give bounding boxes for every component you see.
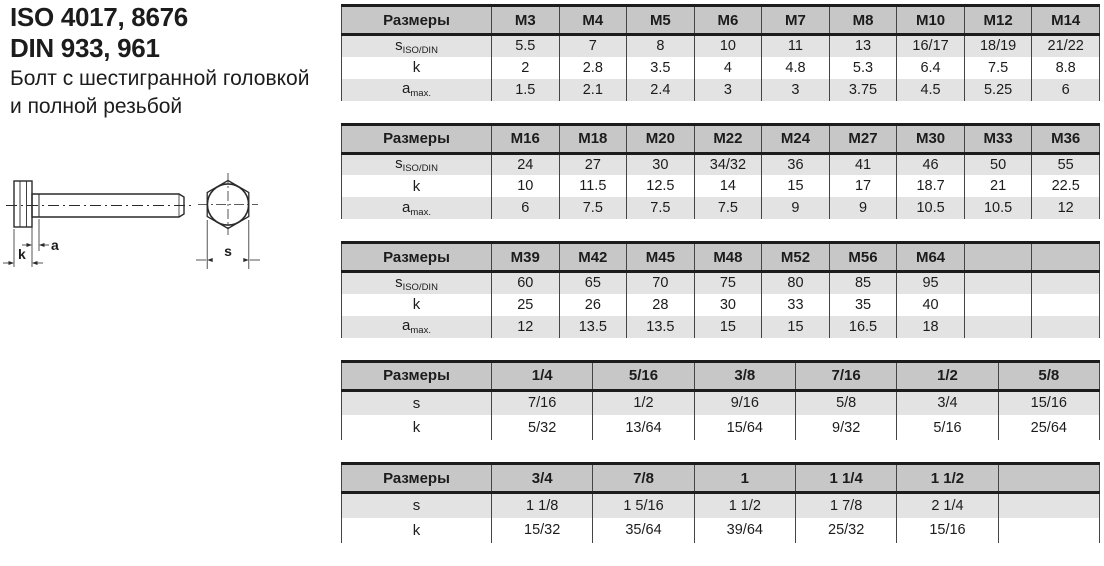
row-label-subscript: max.	[410, 325, 431, 336]
row-label	[342, 518, 492, 543]
cell: 2.1	[559, 79, 627, 101]
cell: 1 7/8	[795, 493, 896, 518]
column-header: 1 1/2	[897, 464, 998, 493]
cell: 30	[694, 294, 762, 316]
column-header: M56	[829, 243, 897, 272]
column-header: M30	[897, 124, 965, 153]
column-header	[1032, 243, 1100, 272]
cell: 21/22	[1032, 35, 1100, 57]
cell: 75	[694, 272, 762, 294]
row-label	[342, 197, 492, 219]
cell: 40	[897, 294, 965, 316]
table-row	[342, 272, 1100, 294]
cell: 18/19	[964, 35, 1032, 57]
cell: 25/32	[795, 518, 896, 543]
cell: 10	[492, 175, 560, 197]
column-header: M3	[492, 6, 560, 35]
cell: 15	[762, 175, 830, 197]
cell: 16/17	[897, 35, 965, 57]
standard-din: DIN 933, 961	[10, 33, 160, 63]
table-row	[342, 35, 1100, 57]
cell: 21	[964, 175, 1032, 197]
cell: 6	[492, 197, 560, 219]
column-header: M12	[964, 6, 1032, 35]
cell: 6.4	[897, 57, 965, 79]
table-row	[342, 197, 1100, 219]
cell: 2	[492, 57, 560, 79]
table-corner-label: Размеры	[342, 243, 492, 272]
column-header: 7/16	[795, 361, 896, 390]
column-header: M4	[559, 6, 627, 35]
cell: 15/16	[897, 518, 998, 543]
cell: 15/16	[998, 390, 1099, 415]
cell	[1032, 294, 1100, 316]
column-header: M48	[694, 243, 762, 272]
cell: 7.5	[559, 197, 627, 219]
column-header: M45	[627, 243, 695, 272]
column-header: M14	[1032, 6, 1100, 35]
column-header	[964, 243, 1032, 272]
cell: 70	[627, 272, 695, 294]
column-header: M8	[829, 6, 897, 35]
cell: 7.5	[694, 197, 762, 219]
cell: 10.5	[964, 197, 1032, 219]
table-row	[342, 316, 1100, 338]
cell: 36	[762, 153, 830, 175]
row-label-symbol: k	[412, 521, 421, 539]
cell: 5/16	[897, 415, 998, 440]
cell: 1.5	[492, 79, 560, 101]
cell: 14	[694, 175, 762, 197]
cell: 10.5	[897, 197, 965, 219]
tables-column	[341, 4, 1100, 543]
cell: 1 1/2	[694, 493, 795, 518]
cell: 35	[829, 294, 897, 316]
table-row	[342, 390, 1100, 415]
table-row	[342, 493, 1100, 518]
cell: 3	[762, 79, 830, 101]
cell: 35/64	[593, 518, 694, 543]
bolt-side-view	[6, 181, 192, 227]
cell: 7/16	[492, 390, 593, 415]
cell: 5.3	[829, 57, 897, 79]
cell: 12	[1032, 197, 1100, 219]
cell	[1032, 316, 1100, 338]
dimension-lines-side	[3, 219, 49, 267]
cell: 8.8	[1032, 57, 1100, 79]
cell: 10	[694, 35, 762, 57]
cell: 30	[627, 153, 695, 175]
column-header: M27	[829, 124, 897, 153]
size-table-1	[341, 4, 1100, 101]
column-header: 1/2	[897, 361, 998, 390]
cell: 41	[829, 153, 897, 175]
row-label-symbol: k	[412, 419, 421, 436]
cell: 5/32	[492, 415, 593, 440]
table-row	[342, 153, 1100, 175]
row-label-symbol: a	[402, 317, 411, 334]
row-label-subscript: max.	[410, 88, 431, 99]
column-header: M18	[559, 124, 627, 153]
cell: 80	[762, 272, 830, 294]
cell	[964, 316, 1032, 338]
column-header: M16	[492, 124, 560, 153]
cell: 26	[559, 294, 627, 316]
cell: 15/64	[694, 415, 795, 440]
cell: 2.8	[559, 57, 627, 79]
dim-label-k: k	[18, 246, 26, 262]
column-header: M20	[627, 124, 695, 153]
cell	[998, 518, 1099, 543]
cell: 2 1/4	[897, 493, 998, 518]
column-header: 5/16	[593, 361, 694, 390]
row-label-subscript: ISO/DIN	[402, 163, 438, 175]
cell: 25/64	[998, 415, 1099, 440]
cell: 85	[829, 272, 897, 294]
cell: 11	[762, 35, 830, 57]
row-label	[342, 415, 492, 440]
row-label	[342, 35, 492, 57]
cell: 12	[492, 316, 560, 338]
cell: 16.5	[829, 316, 897, 338]
row-label	[342, 294, 492, 316]
column-header: 7/8	[593, 464, 694, 493]
row-label-symbol: k	[412, 296, 421, 313]
cell: 13.5	[559, 316, 627, 338]
row-label	[342, 79, 492, 101]
row-label	[342, 493, 492, 518]
column-header: M24	[762, 124, 830, 153]
cell: 46	[897, 153, 965, 175]
cell: 9	[829, 197, 897, 219]
size-table-2	[341, 123, 1100, 220]
title-block	[10, 2, 340, 120]
column-header: M33	[964, 124, 1032, 153]
cell: 11.5	[559, 175, 627, 197]
size-table-4	[341, 360, 1100, 441]
cell: 1 5/16	[593, 493, 694, 518]
column-header: M39	[492, 243, 560, 272]
cell	[998, 493, 1099, 518]
column-header: 5/8	[998, 361, 1099, 390]
cell: 3	[694, 79, 762, 101]
cell: 22.5	[1032, 175, 1100, 197]
description-line-2: и полной резьбой	[10, 95, 183, 118]
cell: 27	[559, 153, 627, 175]
row-label	[342, 57, 492, 79]
row-label-symbol: s	[412, 394, 421, 412]
row-label-symbol: s	[395, 155, 403, 173]
row-label	[342, 390, 492, 415]
row-label-subscript: ISO/DIN	[402, 281, 438, 293]
column-header: 1/4	[492, 361, 593, 390]
cell: 7.5	[964, 57, 1032, 79]
cell: 12.5	[627, 175, 695, 197]
row-label-symbol: a	[402, 80, 411, 97]
cell: 24	[492, 153, 560, 175]
column-header: M36	[1032, 124, 1100, 153]
cell: 2.4	[627, 79, 695, 101]
cell: 9	[762, 197, 830, 219]
cell	[964, 294, 1032, 316]
dim-label-a: a	[51, 237, 59, 253]
cell: 18.7	[897, 175, 965, 197]
row-label	[342, 175, 492, 197]
cell: 5.25	[964, 79, 1032, 101]
table-row	[342, 294, 1100, 316]
column-header: M7	[762, 6, 830, 35]
size-table-5	[341, 462, 1100, 543]
cell: 25	[492, 294, 560, 316]
cell: 7.5	[627, 197, 695, 219]
cell: 39/64	[694, 518, 795, 543]
column-header: M42	[559, 243, 627, 272]
cell: 5/8	[795, 390, 896, 415]
cell: 95	[897, 272, 965, 294]
description-line-1: Болт с шестигранной головкой	[10, 67, 310, 90]
row-label	[342, 272, 492, 294]
column-header: M5	[627, 6, 695, 35]
cell: 15	[694, 316, 762, 338]
cell: 6	[1032, 79, 1100, 101]
bolt-drawing	[0, 165, 300, 280]
size-table-3	[341, 241, 1100, 338]
column-header: 3/4	[492, 464, 593, 493]
cell: 15	[762, 316, 830, 338]
table-row	[342, 79, 1100, 101]
row-label-symbol: k	[412, 59, 421, 76]
cell: 4.8	[762, 57, 830, 79]
dim-label-s: s	[224, 243, 232, 259]
cell	[1032, 272, 1100, 294]
table-corner-label: Размеры	[342, 124, 492, 153]
cell: 7	[559, 35, 627, 57]
cell: 5.5	[492, 35, 560, 57]
table-row	[342, 57, 1100, 79]
table-corner-label: Размеры	[342, 361, 492, 390]
cell: 13	[829, 35, 897, 57]
cell: 55	[1032, 153, 1100, 175]
cell: 4	[694, 57, 762, 79]
table-corner-label: Размеры	[342, 6, 492, 35]
column-header: M52	[762, 243, 830, 272]
row-label-subscript: max.	[410, 206, 431, 218]
row-label-symbol: s	[395, 36, 403, 54]
table-row	[342, 175, 1100, 197]
standard-iso: ISO 4017, 8676	[10, 2, 188, 32]
column-header: 3/8	[694, 361, 795, 390]
column-header: M22	[694, 124, 762, 153]
cell: 33	[762, 294, 830, 316]
cell: 13.5	[627, 316, 695, 338]
cell: 9/16	[694, 390, 795, 415]
cell: 4.5	[897, 79, 965, 101]
cell: 60	[492, 272, 560, 294]
row-label	[342, 153, 492, 175]
cell: 13/64	[593, 415, 694, 440]
cell: 3/4	[897, 390, 998, 415]
row-label-symbol: s	[395, 273, 403, 291]
cell	[964, 272, 1032, 294]
cell: 3.5	[627, 57, 695, 79]
cell: 18	[897, 316, 965, 338]
row-label-subscript: ISO/DIN	[402, 44, 438, 56]
row-label	[342, 316, 492, 338]
row-label-symbol: a	[402, 198, 411, 216]
cell: 28	[627, 294, 695, 316]
row-label-symbol: k	[412, 177, 421, 195]
cell: 15/32	[492, 518, 593, 543]
column-header: 1 1/4	[795, 464, 896, 493]
column-header: M64	[897, 243, 965, 272]
column-header: M6	[694, 6, 762, 35]
cell: 3.75	[829, 79, 897, 101]
cell: 34/32	[694, 153, 762, 175]
cell: 50	[964, 153, 1032, 175]
cell: 1/2	[593, 390, 694, 415]
cell: 17	[829, 175, 897, 197]
table-corner-label: Размеры	[342, 464, 492, 493]
cell: 65	[559, 272, 627, 294]
row-label-symbol: s	[412, 497, 421, 515]
cell: 8	[627, 35, 695, 57]
column-header	[998, 464, 1099, 493]
cell: 9/32	[795, 415, 896, 440]
column-header: M10	[897, 6, 965, 35]
table-row	[342, 415, 1100, 440]
cell: 1 1/8	[492, 493, 593, 518]
table-row	[342, 518, 1100, 543]
column-header: 1	[694, 464, 795, 493]
